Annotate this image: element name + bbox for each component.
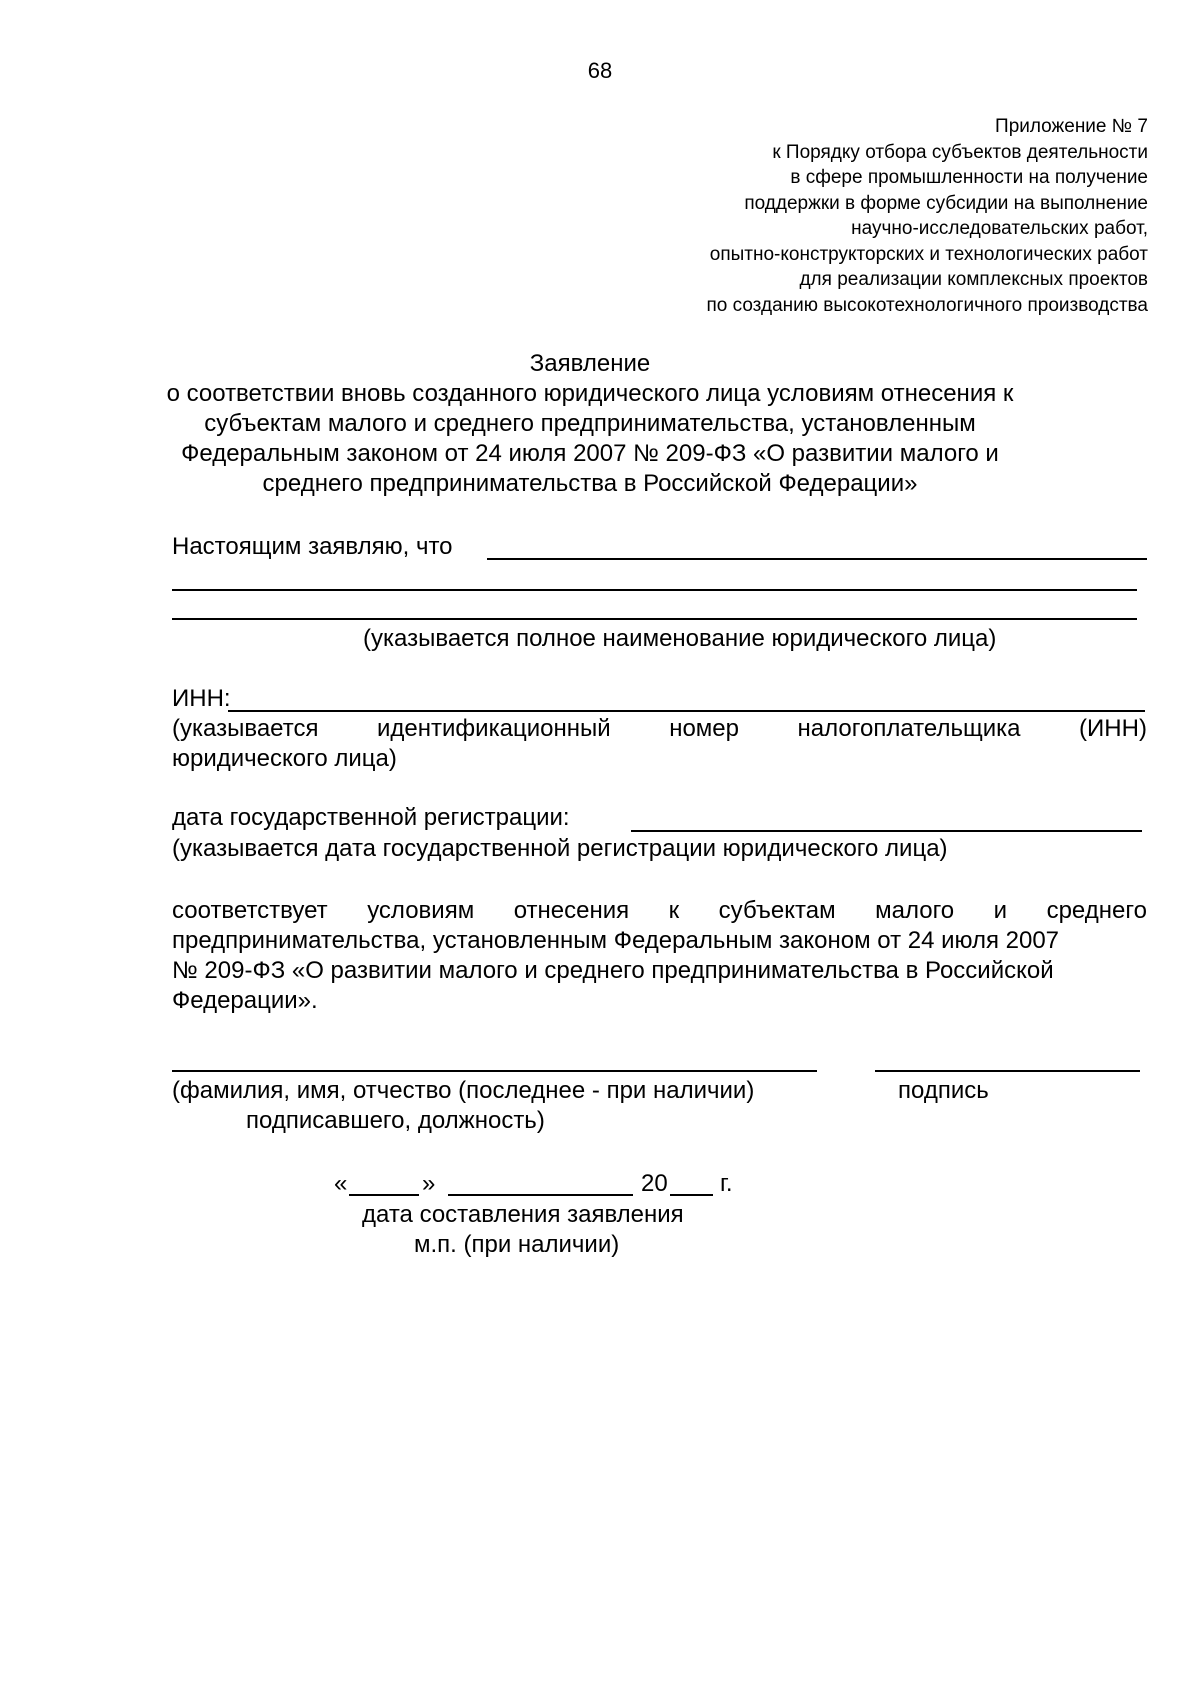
statement-label: Настоящим заявляю, что <box>172 533 453 560</box>
appendix-line: в сфере промышленности на получение <box>790 167 1148 188</box>
title-line: Федеральным законом от 24 июля 2007 № 209-ФЗ «О развитии малого и <box>181 440 999 467</box>
registration-date-field-line[interactable] <box>631 830 1142 832</box>
inn-field-line[interactable] <box>228 710 1145 712</box>
signature-label: подпись <box>898 1077 989 1104</box>
inn-label: ИНН: <box>172 685 231 712</box>
company-name-hint: (указывается полное наименование юридического лица) <box>363 625 997 652</box>
conformity-word: к <box>668 897 680 924</box>
conformity-line-2: предпринимательства, установленным Федеральным законом от 24 июля 2007 <box>172 927 1060 954</box>
title-line: среднего предпринимательства в Российской Федерации» <box>262 470 918 497</box>
date-year-suffix: г. <box>720 1170 733 1197</box>
conformity-line-3: № 209-ФЗ «О развитии малого и среднего предпринимательства в Российской <box>172 957 1054 984</box>
appendix-line: поддержки в форме субсидии на выполнение <box>744 192 1148 214</box>
signature-field-line[interactable] <box>875 1070 1140 1072</box>
appendix-header <box>706 114 1148 318</box>
conformity-word: субъектам <box>718 897 836 924</box>
inn-hint-word: идентификационный <box>377 715 611 742</box>
conformity-line-4: Федерации». <box>172 987 318 1014</box>
title-line: о соответствии вновь созданного юридического лица условиям отнесения к <box>166 380 1014 407</box>
inn-hint-word: (указывается <box>172 715 319 742</box>
inn-hint-word: (ИНН) <box>1079 715 1147 742</box>
company-name-field-line-2[interactable] <box>172 589 1137 591</box>
registration-hint: (указывается дата государственной регистрации юридического лица) <box>172 835 948 862</box>
signer-name-hint-1: (фамилия, имя, отчество (последнее - при наличии) <box>172 1077 755 1104</box>
date-year-field-line[interactable] <box>670 1194 713 1196</box>
company-name-field-line-1[interactable] <box>487 558 1147 560</box>
inn-hint <box>172 714 1147 744</box>
document-title <box>160 349 1020 499</box>
date-close-quote: » <box>422 1170 436 1197</box>
stamp-label: м.п. (при наличии) <box>414 1231 620 1258</box>
inn-hint-line-2: юридического лица) <box>172 745 397 772</box>
conformity-word: и <box>993 897 1008 924</box>
conformity-word: отнесения <box>513 897 630 924</box>
date-day-field-line[interactable] <box>349 1194 419 1196</box>
page-number: 68 <box>587 58 613 83</box>
registration-label: дата государственной регистрации: <box>172 804 570 831</box>
appendix-line: опытно-конструкторских и технологических работ <box>709 243 1148 265</box>
date-month-field-line[interactable] <box>448 1194 633 1196</box>
date-year-prefix: 20 <box>641 1170 668 1197</box>
inn-hint-word: налогоплательщика <box>797 715 1021 742</box>
conformity-word: условиям <box>367 897 475 924</box>
appendix-line: Приложение № 7 <box>995 116 1148 137</box>
company-name-field-line-3[interactable] <box>172 618 1137 620</box>
date-open-quote: « <box>334 1170 348 1197</box>
signer-name-field-line[interactable] <box>172 1070 817 1072</box>
conformity-word: соответствует <box>172 897 328 924</box>
title-heading: Заявление <box>529 350 651 377</box>
appendix-line: к Порядку отбора субъектов деятельности <box>772 141 1148 163</box>
appendix-line: для реализации комплексных проектов <box>799 269 1148 290</box>
signer-name-hint-2: подписавшего, должность) <box>246 1107 545 1134</box>
conformity-word: среднего <box>1046 897 1147 924</box>
date-hint: дата составления заявления <box>362 1201 684 1228</box>
conformity-line-1 <box>172 896 1147 926</box>
appendix-line: научно-исследовательских работ, <box>851 218 1148 239</box>
conformity-word: малого <box>875 897 955 924</box>
appendix-line: по созданию высокотехнологичного производства <box>706 294 1148 316</box>
title-line: субъектам малого и среднего предпринимательства, установленным <box>204 410 976 437</box>
inn-hint-word: номер <box>669 715 739 742</box>
